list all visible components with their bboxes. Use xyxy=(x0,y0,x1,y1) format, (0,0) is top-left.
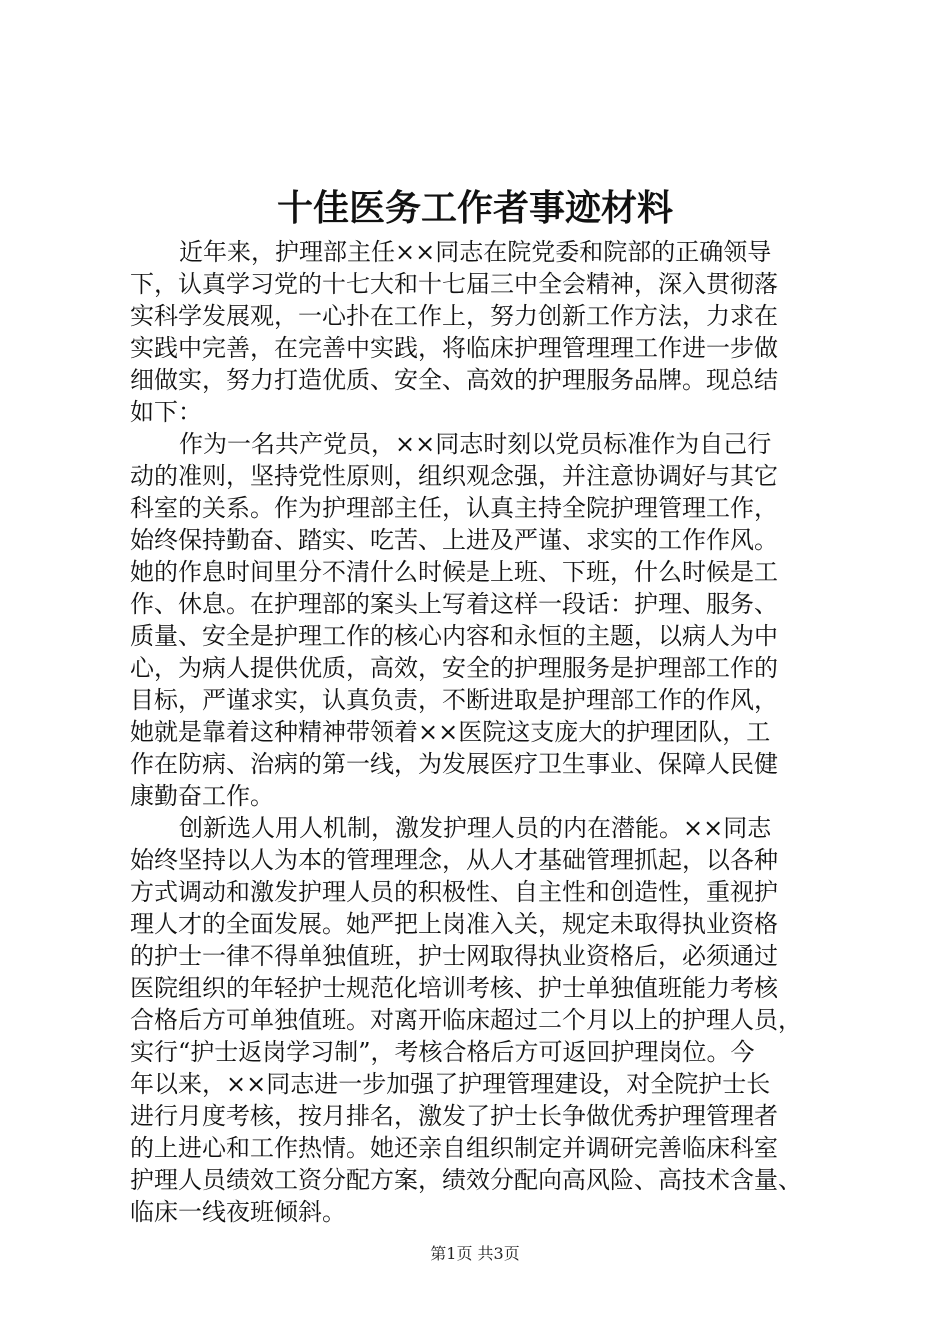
text-line: 护理人员绩效工资分配方案，绩效分配向高风险、高技术含量、 xyxy=(130,1166,802,1194)
text-line: 作在防病、治病的第一线，为发展医疗卫生事业、保障人民健 xyxy=(130,750,778,778)
text-line: 理人才的全面发展。她严把上岗准入关，规定未取得执业资格 xyxy=(130,910,778,938)
text-line: 进行月度考核，按月排名，激发了护士长争做优秀护理管理者 xyxy=(130,1102,778,1130)
paragraph-3 xyxy=(130,812,830,1228)
text-line: 如下： xyxy=(130,398,202,426)
text-line: 近年来，护理部主任××同志在院党委和院部的正确领导 xyxy=(179,238,772,266)
text-line: 康勤奋工作。 xyxy=(130,782,274,810)
text-line: 的上进心和工作热情。她还亲自组织制定并调研完善临床科室 xyxy=(130,1134,778,1162)
text-line: 她的作息时间里分不清什么时候是上班、下班，什么时候是工 xyxy=(130,558,778,586)
text-line: 目标，严谨求实，认真负责，不断进取是护理部工作的作风， xyxy=(130,686,778,714)
text-line: 始终坚持以人为本的管理理念，从人才基础管理抓起，以各种 xyxy=(130,846,778,874)
text-line: 动的准则，坚持党性原则，组织观念强，并注意协调好与其它 xyxy=(130,462,778,490)
text-line: 合格后方可单独值班。对离开临床超过二个月以上的护理人员， xyxy=(130,1006,802,1034)
text-line: 作为一名共产党员，××同志时刻以党员标准作为自己行 xyxy=(179,430,772,458)
text-line: 方式调动和激发护理人员的积极性、自主性和创造性，重视护 xyxy=(130,878,778,906)
document-title: 十佳医务工作者事迹材料 xyxy=(276,187,673,229)
text-line: 实行“护士返岗学习制”，考核合格后方可返回护理岗位。今 xyxy=(130,1038,755,1066)
text-line: 科室的关系。作为护理部主任，认真主持全院护理管理工作， xyxy=(130,494,778,522)
text-line: 年以来，××同志进一步加强了护理管理建设，对全院护士长 xyxy=(130,1070,771,1098)
text-line: 作、休息。在护理部的案头上写着这样一段话：护理、服务、 xyxy=(130,590,778,618)
text-line: 的护士一律不得单独值班，护士网取得执业资格后，必须通过 xyxy=(130,942,778,970)
text-line: 实科学发展观，一心扑在工作上，努力创新工作方法，力求在 xyxy=(130,302,778,330)
document-body xyxy=(130,236,830,1228)
text-line: 始终保持勤奋、踏实、吃苦、上进及严谨、求实的工作作风。 xyxy=(130,526,778,554)
text-line: 细做实，努力打造优质、安全、高效的护理服务品牌。现总结 xyxy=(130,366,778,394)
text-line: 临床一线夜班倾斜。 xyxy=(130,1198,346,1226)
text-line: 实践中完善，在完善中实践，将临床护理管理理工作进一步做 xyxy=(130,334,778,362)
text-line: 下，认真学习党的十七大和十七届三中全会精神，深入贯彻落 xyxy=(130,270,778,298)
text-line: 质量、安全是护理工作的核心内容和永恒的主题，以病人为中 xyxy=(130,622,778,650)
text-line: 医院组织的年轻护士规范化培训考核、护士单独值班能力考核 xyxy=(130,974,778,1002)
paragraph-2 xyxy=(130,428,830,812)
paragraph-1 xyxy=(130,236,830,428)
text-line: 创新选人用人机制，激发护理人员的内在潜能。××同志 xyxy=(179,814,772,842)
text-line: 心，为病人提供优质，高效，安全的护理服务是护理部工作的 xyxy=(130,654,778,682)
text-line: 她就是靠着这种精神带领着××医院这支庞大的护理团队，工 xyxy=(130,718,771,746)
page-number-footer: 第1页 共3页 xyxy=(430,1244,520,1263)
